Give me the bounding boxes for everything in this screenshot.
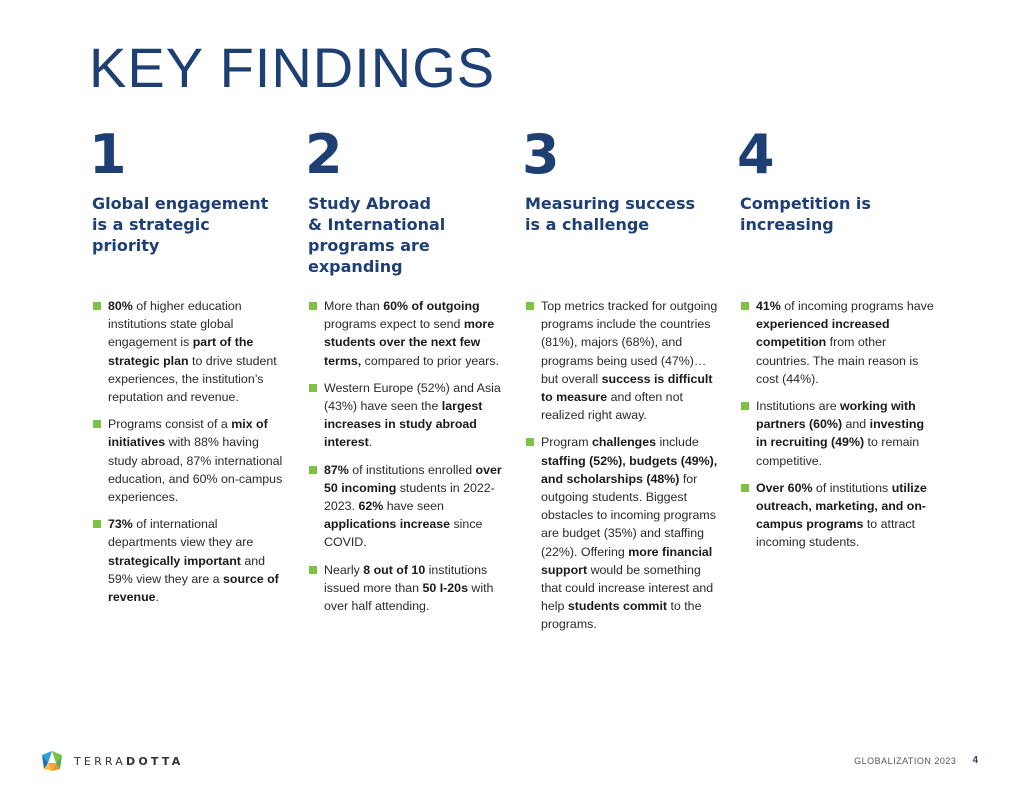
terradotta-logo-icon bbox=[40, 749, 64, 773]
finding-number: 3 bbox=[522, 123, 560, 186]
bullet-text: Program bbox=[541, 435, 592, 450]
finding-heading bbox=[740, 193, 933, 235]
bullet-emphasis: 87% bbox=[324, 462, 349, 477]
bullet-text: Programs consist of a bbox=[108, 417, 232, 432]
bullet-text: . bbox=[368, 435, 373, 450]
finding-bullet bbox=[309, 379, 505, 452]
bullet-emphasis: students commit bbox=[567, 599, 668, 614]
bullet-text: with 88% having study abroad, 87% international education, and 60% on-campus experiences. bbox=[108, 435, 283, 505]
bullet-emphasis: largest increases in study abroad interest bbox=[324, 399, 483, 450]
bullet-text: of incoming programs have bbox=[780, 299, 934, 313]
bullet-text: and 59% view they are a bbox=[108, 553, 266, 586]
heading-line: & International bbox=[308, 215, 446, 234]
finding-column-2 bbox=[305, 123, 502, 614]
heading-line: is a challenge bbox=[525, 215, 650, 234]
finding-bullet bbox=[741, 479, 937, 552]
bullet-text: and often not realized right away. bbox=[541, 390, 683, 423]
finding-bullets bbox=[309, 297, 505, 624]
heading-line: Measuring success bbox=[525, 194, 696, 213]
heading-line: Competition is bbox=[740, 194, 871, 213]
report-label: GLOBALIZATION 2023 bbox=[854, 755, 957, 766]
finding-bullet bbox=[741, 297, 937, 388]
bullet-text: Nearly bbox=[324, 562, 364, 577]
finding-bullet bbox=[309, 461, 505, 552]
bullet-emphasis: success is difficult to measure bbox=[541, 371, 713, 405]
bullet-text: Top metrics tracked for outgoing programs include the countries (81%), majors (68%), and programs being used (47%)…but overall bbox=[541, 299, 718, 386]
bullet-emphasis: 73% bbox=[108, 517, 133, 532]
bullet-text: to drive student experiences, the institution’s reputation and revenue. bbox=[108, 353, 277, 405]
finding-heading bbox=[525, 193, 718, 235]
bullet-text: More than bbox=[324, 299, 384, 313]
bullet-text: of higher education institutions state global engagement is bbox=[108, 299, 242, 350]
bullet-text: of institutions enrolled bbox=[348, 462, 476, 477]
finding-heading bbox=[92, 193, 285, 256]
heading-line: is a strategic bbox=[92, 215, 210, 234]
bullet-text: to the programs. bbox=[541, 599, 702, 632]
bullet-text: compared to prior years. bbox=[361, 353, 499, 368]
finding-bullets bbox=[93, 297, 289, 615]
bullet-text: institutions issued more than bbox=[324, 562, 488, 595]
finding-bullet bbox=[526, 433, 722, 633]
finding-number: 2 bbox=[305, 123, 343, 186]
finding-bullet bbox=[309, 297, 505, 370]
bullet-emphasis: more financial support bbox=[541, 544, 713, 577]
finding-bullet bbox=[741, 397, 937, 470]
bullet-emphasis: staffing (52%), budgets (49%), and scholarships (48%) bbox=[541, 453, 718, 486]
bullet-emphasis: more students over the next few terms, bbox=[324, 317, 495, 368]
bullet-text: would be something that could increase interest and help bbox=[541, 562, 714, 614]
bullet-emphasis: utilize outreach, marketing, and on-campus programs bbox=[756, 480, 927, 532]
finding-bullet bbox=[93, 515, 289, 606]
page-number: 4 bbox=[972, 755, 978, 766]
bullet-text: with over half attending. bbox=[324, 580, 494, 614]
bullet-text: students in 2022-2023. bbox=[324, 480, 495, 514]
heading-line: increasing bbox=[740, 215, 834, 234]
heading-line: expanding bbox=[308, 257, 403, 276]
page-title: KEY FINDINGS bbox=[89, 36, 496, 99]
bullet-text: of international departments view they are bbox=[108, 517, 254, 550]
logo-text-light: TERRA bbox=[74, 754, 127, 768]
terradotta-logo bbox=[40, 749, 183, 773]
finding-bullets bbox=[741, 297, 937, 561]
finding-number: 4 bbox=[737, 123, 775, 186]
logo-text-bold: DOTTA bbox=[126, 754, 184, 768]
page-footer bbox=[854, 755, 978, 766]
logo-wordmark bbox=[74, 755, 183, 768]
finding-bullet bbox=[93, 297, 289, 406]
finding-bullet bbox=[309, 561, 505, 616]
bullet-text: Institutions are bbox=[756, 399, 841, 414]
bullet-emphasis: applications increase bbox=[324, 517, 451, 532]
bullet-emphasis: Over 60% bbox=[756, 480, 813, 495]
bullet-emphasis: 8 out of 10 bbox=[363, 562, 426, 577]
heading-line: Global engagement bbox=[92, 194, 269, 213]
bullet-text: since COVID. bbox=[324, 517, 483, 550]
bullet-text: to remain competitive. bbox=[756, 435, 920, 468]
bullet-emphasis: mix of initiatives bbox=[108, 417, 268, 450]
bullet-emphasis: strategically important bbox=[108, 553, 241, 568]
finding-bullets bbox=[526, 297, 722, 643]
bullet-emphasis: source of revenue bbox=[108, 571, 279, 605]
bullet-emphasis: experienced increased competition bbox=[756, 317, 890, 350]
bullet-emphasis: 50 I-20s bbox=[422, 580, 468, 595]
bullet-emphasis: 60% of outgoing bbox=[383, 299, 480, 313]
bullet-text: include bbox=[656, 435, 699, 450]
bullet-emphasis: working with partners (60%) bbox=[756, 399, 916, 432]
heading-line: Study Abroad bbox=[308, 194, 431, 213]
bullet-text: of institutions bbox=[812, 480, 892, 495]
bullet-text: Western Europe (52%) and Asia (43%) have seen the bbox=[324, 380, 501, 414]
bullet-text: have seen bbox=[383, 499, 444, 514]
bullet-emphasis: challenges bbox=[591, 435, 657, 450]
bullet-text: . bbox=[155, 590, 159, 605]
finding-column-1 bbox=[89, 123, 285, 605]
heading-line: programs are bbox=[308, 236, 430, 255]
bullet-emphasis: investing in recruiting (49%) bbox=[756, 417, 925, 450]
finding-column-4 bbox=[737, 123, 934, 550]
finding-column-3 bbox=[522, 123, 718, 632]
bullet-text: and bbox=[842, 417, 870, 432]
bullet-emphasis: over 50 incoming bbox=[324, 462, 502, 495]
finding-bullet bbox=[526, 297, 722, 424]
finding-bullet bbox=[93, 415, 289, 506]
bullet-text: programs expect to send bbox=[324, 317, 464, 332]
bullet-text: to attract incoming students. bbox=[756, 517, 916, 550]
finding-heading bbox=[308, 193, 501, 277]
bullet-text: from other countries. The main reason is cost (44%). bbox=[756, 335, 919, 386]
bullet-emphasis: 80% bbox=[108, 299, 133, 313]
bullet-text: for outgoing students. Biggest obstacles to incoming programs are budget (35%) and staffing (22%). Offering bbox=[541, 471, 716, 559]
bullet-emphasis: 41% bbox=[756, 299, 781, 313]
finding-number: 1 bbox=[89, 123, 127, 186]
bullet-emphasis: 62% bbox=[358, 499, 384, 514]
heading-line: priority bbox=[92, 236, 160, 255]
bullet-emphasis: part of the strategic plan bbox=[108, 335, 254, 368]
